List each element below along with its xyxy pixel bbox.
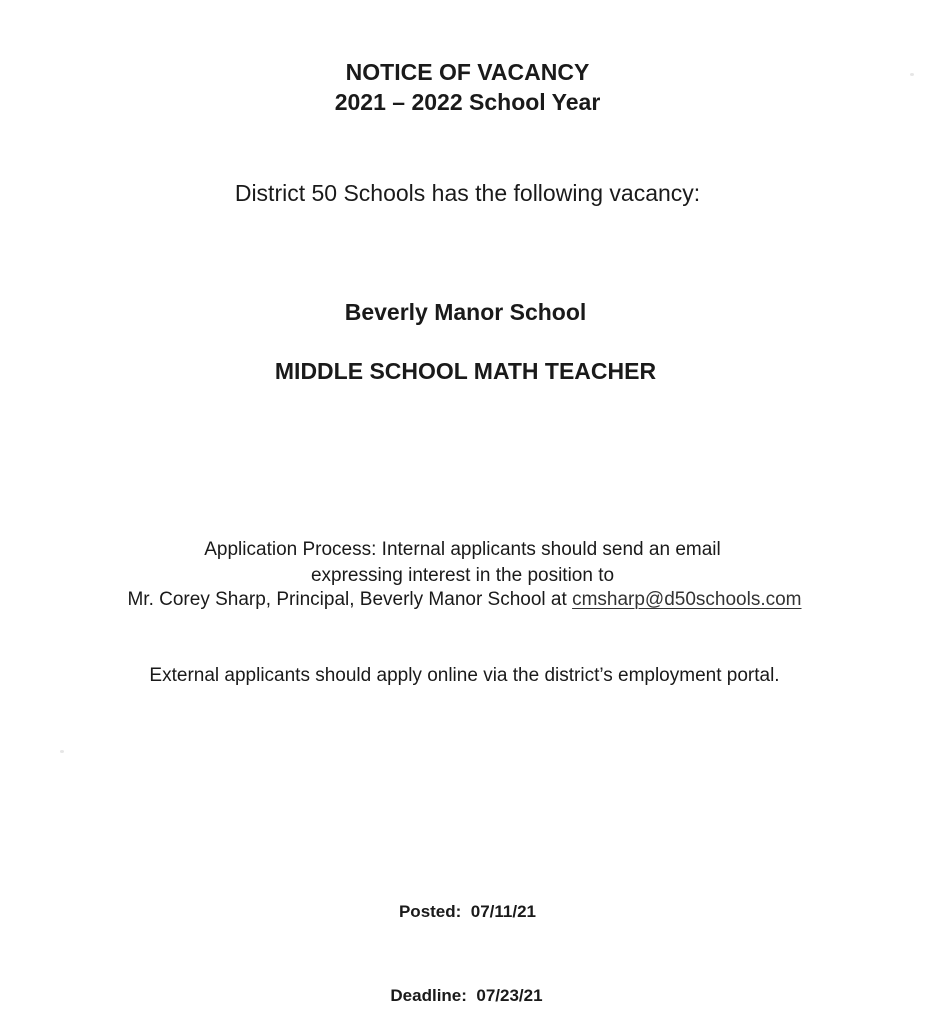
scan-speck bbox=[60, 750, 64, 753]
posted-date bbox=[0, 903, 940, 920]
school-name: Beverly Manor School bbox=[344, 299, 587, 325]
notice-heading: NOTICE OF VACANCY bbox=[345, 59, 590, 85]
application-line-1: Application Process: Internal applicants should send an email bbox=[204, 539, 721, 560]
intro-text: District 50 Schools has the following vacancy: bbox=[234, 180, 701, 206]
application-line-2: expressing interest in the position to bbox=[310, 565, 615, 586]
posted-value: 07/11/21 bbox=[470, 902, 537, 921]
school-year: 2021 – 2022 School Year bbox=[334, 89, 601, 115]
deadline-label: Deadline: bbox=[390, 986, 467, 1005]
posted-label: Posted: bbox=[398, 902, 462, 921]
application-line-3 bbox=[0, 590, 937, 609]
position-title: MIDDLE SCHOOL MATH TEACHER bbox=[274, 358, 657, 384]
deadline-value: 07/23/21 bbox=[476, 986, 543, 1005]
contact-email-link[interactable]: cmsharp@d50schools.com bbox=[572, 589, 802, 610]
deadline-date bbox=[0, 987, 939, 1004]
scan-speck bbox=[910, 73, 914, 76]
contact-text: Mr. Corey Sharp, Principal, Beverly Manor School at bbox=[127, 589, 567, 610]
external-applicants-text: External applicants should apply online via the district’s employment portal. bbox=[149, 665, 780, 686]
